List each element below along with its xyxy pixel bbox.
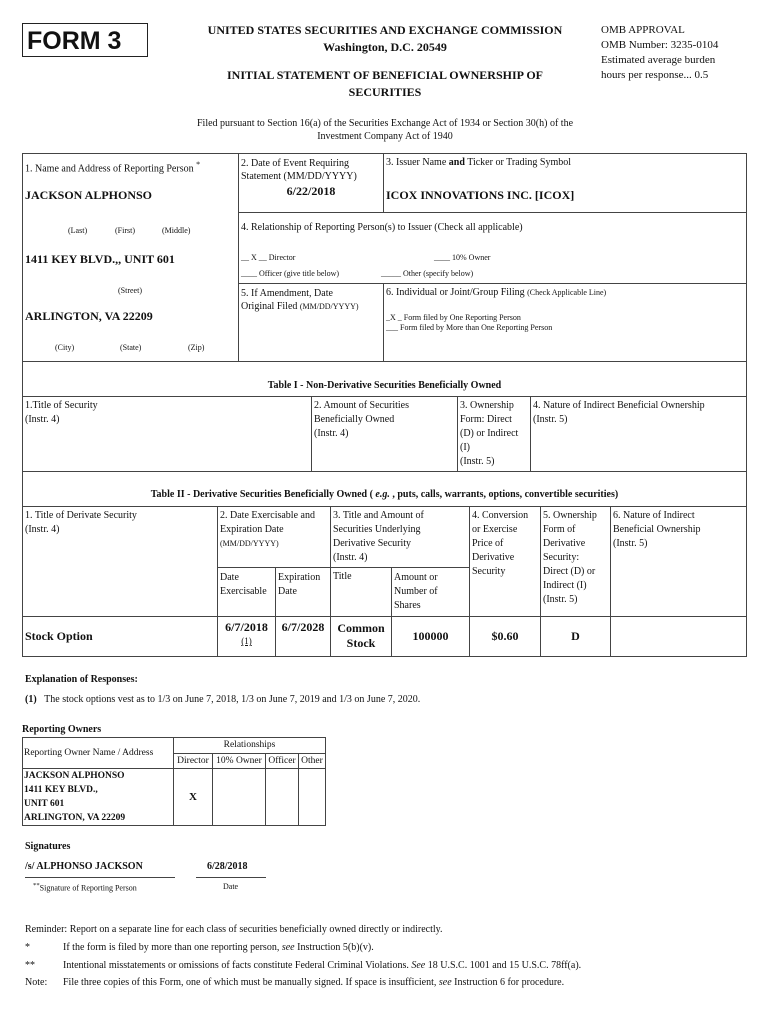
ownership-form: D <box>571 629 580 643</box>
date-label: Date <box>223 882 239 891</box>
t1-col3-a: 3. Ownership <box>460 400 514 411</box>
reporting-person-street: 1411 KEY BLVD.,, UNIT 601 <box>25 252 175 266</box>
box5-label-line1: 5. If Amendment, Date <box>241 288 333 299</box>
footnote-star-see: see <box>281 942 295 953</box>
ro-owner-cell <box>23 769 174 826</box>
statement-title-line2: SECURITIES <box>348 85 422 99</box>
filing-option-one: _X _ Form filed by One Reporting Person <box>386 313 521 322</box>
t2-col6-c: (Instr. 5) <box>613 538 648 549</box>
ro-director-header: Director <box>174 753 213 769</box>
reminder-text: Reminder: Report on a separate line for each class of securities beneficially owned directly or indirectly. <box>25 924 443 935</box>
footnote-double-star-see: See <box>411 960 426 971</box>
underlying-title-a: Common <box>337 621 385 635</box>
ro-owner-line1: JACKSON ALPHONSO <box>24 771 125 781</box>
ro-director-mark: X <box>174 769 213 826</box>
footnote-double-star-a: Intentional misstatements or omissions of facts constitute Federal Criminal Violations. <box>63 960 412 971</box>
t1-col1-a: 1.Title of Security <box>25 400 98 411</box>
box3-label-pre: 3. Issuer Name <box>386 157 449 168</box>
t2-col5-e: Direct (D) or <box>543 566 596 577</box>
t2-col3-header <box>333 509 424 565</box>
t2-col5-f: Indirect (I) <box>543 580 587 591</box>
t2-col3-sub2-a: Amount or <box>394 572 438 583</box>
t2-col2-c: (MM/DD/YYYY) <box>220 539 279 548</box>
t2-col6-a: 6. Nature of Indirect <box>613 510 695 521</box>
underlying-title <box>331 621 391 651</box>
t1-col2-a: 2. Amount of Securities <box>314 400 409 411</box>
table2-title-eg: e.g. <box>375 489 390 500</box>
table1-title: Table I - Non-Derivative Securities Beneficially Owned <box>267 380 502 391</box>
signature-mark: ** <box>33 882 40 889</box>
note-text-a: File three copies of this Form, one of which must be manually signed. If space is insufficient, <box>63 977 439 988</box>
explanation-note-1 <box>25 694 420 705</box>
box2-label-line2: Statement (MM/DD/YYYY) <box>241 171 357 182</box>
agency-name: UNITED STATES SECURITIES AND EXCHANGE COMMISSION <box>207 23 563 37</box>
footnote-double-star-text <box>63 960 581 971</box>
footnote-double-star-b: 18 U.S.C. 1001 and 15 U.S.C. 78ff(a). <box>425 960 582 971</box>
expiration-date: 6/7/2028 <box>281 620 325 634</box>
label-state: (State) <box>120 343 142 352</box>
t2-col4-b: or Exercise <box>472 524 518 535</box>
reporting-owners-table <box>22 737 326 826</box>
omb-line1: OMB APPROVAL <box>601 24 685 36</box>
derivative-title: Stock Option <box>25 629 93 643</box>
t2-col5-b: Form of <box>543 524 576 535</box>
t1-col4-a: 4. Nature of Indirect Beneficial Ownership <box>533 400 705 411</box>
filed-line2: Investment Company Act of 1940 <box>317 131 453 142</box>
box2-label-line1: 2. Date of Event Requiring <box>241 158 350 169</box>
underlying-amount: 100000 <box>412 629 449 643</box>
t1-col3-c: (D) or Indirect <box>460 428 519 439</box>
date-exercisable: 6/7/2018 <box>225 620 268 634</box>
t1-col2-header <box>314 399 409 441</box>
t2-col2-a: 2. Date Exercisable and <box>220 510 315 521</box>
footnote-star-b: Instruction 5(b)(v). <box>294 942 374 953</box>
signature-date: 6/28/2018 <box>207 861 248 872</box>
relationship-ten-pct: ____ 10% Owner <box>434 253 491 262</box>
t2-col3-b: Securities Underlying <box>333 524 421 535</box>
t2-col2-sub1-a: Date <box>220 572 239 583</box>
note-text-b: Instruction 6 for procedure. <box>451 977 565 988</box>
box6-label <box>386 287 606 298</box>
box5-label-line2b: (MM/DD/YYYY) <box>299 302 359 311</box>
agency-location: Washington, D.C. 20549 <box>323 40 447 54</box>
statement-title: INITIAL STATEMENT OF BENEFICIAL OWNERSHIP OF <box>227 68 543 82</box>
t2-col3-d: (Instr. 4) <box>333 552 368 563</box>
reporting-owners-heading: Reporting Owners <box>22 724 102 735</box>
label-last: (Last) <box>68 226 88 235</box>
note-text-see: see <box>438 977 452 988</box>
signatures-heading: Signatures <box>25 841 71 852</box>
box5-label <box>241 287 359 313</box>
footnote-1-link[interactable]: (1) <box>241 636 252 646</box>
t2-col4-header <box>472 509 528 579</box>
t2-col4-c: Price of <box>472 538 504 549</box>
label-first: (First) <box>115 226 135 235</box>
relationship-other: _____ Other (specify below) <box>381 269 474 278</box>
t2-col2-b: Expiration Date <box>220 524 284 535</box>
box1-label-text: 1. Name and Address of Reporting Person <box>25 163 194 175</box>
ro-name-header: Reporting Owner Name / Address <box>23 738 174 769</box>
label-city: (City) <box>55 343 75 352</box>
omb-hours-value: 0.5 <box>694 69 709 81</box>
t2-col5-c: Derivative <box>543 538 586 549</box>
t1-col4-header <box>533 399 705 427</box>
box1-label <box>25 160 200 174</box>
t2-col4-e: Security <box>472 566 506 577</box>
note-text <box>63 977 564 988</box>
t1-col1-header <box>25 399 98 427</box>
t1-col4-b: (Instr. 5) <box>533 414 568 425</box>
t2-col4-a: 4. Conversion <box>472 510 529 521</box>
box3-label <box>386 157 571 168</box>
ro-officer-cell <box>266 769 299 826</box>
relationship-director: __ X __ Director <box>241 253 296 262</box>
omb-number: OMB Number: 3235-0104 <box>601 39 719 51</box>
signature-label <box>33 882 137 893</box>
box5-label-line2a: Original Filed <box>241 301 300 312</box>
box3-label-and: and <box>448 157 465 168</box>
ro-ten-cell <box>213 769 266 826</box>
t2-col5-d: Security: <box>543 552 580 563</box>
explanation-note-num: (1) <box>25 694 37 705</box>
box6-label-a: 6. Individual or Joint/Group Filing <box>386 287 528 298</box>
t1-col1-b: (Instr. 4) <box>25 414 60 425</box>
box3-label-post: Ticker or Trading Symbol <box>464 157 572 168</box>
t2-col3-sub2 <box>394 571 438 613</box>
t1-col2-b: Beneficially Owned <box>314 414 395 425</box>
t2-col4-d: Derivative <box>472 552 515 563</box>
omb-approval <box>601 23 718 83</box>
footnote-star-a: If the form is filed by more than one reporting person, <box>63 942 282 953</box>
t2-col5-header <box>543 509 597 607</box>
filing-option-more: ___ Form filed by More than One Reporting Person <box>386 323 553 332</box>
label-street: (Street) <box>118 286 142 295</box>
t2-col1-b: (Instr. 4) <box>25 524 60 535</box>
omb-hours-line <box>601 68 718 83</box>
filed-pursuant <box>120 117 650 143</box>
note-label: Note: <box>25 977 48 988</box>
relationship-officer: ____ Officer (give title below) <box>241 269 340 278</box>
t2-col2-sub2 <box>278 571 320 599</box>
box2-label <box>241 157 357 183</box>
filed-line1: Filed pursuant to Section 16(a) of the Securities Exchange Act of 1934 or Section 30(h) of the <box>196 118 574 129</box>
t1-col3-header <box>460 399 518 469</box>
footnote-star-text <box>63 942 374 953</box>
issuer-name: ICOX INNOVATIONS INC. [ICOX] <box>386 188 575 202</box>
t2-col5-a: 5. Ownership <box>543 510 597 521</box>
box5-label-line2 <box>241 300 359 313</box>
ro-relationships-header: Relationships <box>174 738 326 754</box>
omb-burden: Estimated average burden <box>601 54 716 66</box>
t2-col3-sub1: Title <box>333 571 352 582</box>
ro-owner-line2: 1411 KEY BLVD., <box>24 785 98 795</box>
underlying-title-b: Stock <box>346 636 376 650</box>
t2-col6-b: Beneficial Ownership <box>613 524 701 535</box>
t2-col2-sub2-b: Date <box>278 586 297 597</box>
explanation-heading: Explanation of Responses: <box>25 674 138 685</box>
t2-col5-g: (Instr. 5) <box>543 594 578 605</box>
table2-title-pre: Table II - Derivative Securities Beneficially Owned ( <box>150 489 376 500</box>
t2-col2-sub1 <box>220 571 267 599</box>
t2-col1-header <box>25 509 137 537</box>
form-label: FORM 3 <box>22 23 148 57</box>
ro-other-cell <box>299 769 326 826</box>
event-date: 6/22/2018 <box>286 184 336 198</box>
label-zip: (Zip) <box>188 343 205 352</box>
table2-title-post: , puts, calls, warrants, options, convertible securities) <box>389 489 619 500</box>
box1-footnote-mark: * <box>196 160 201 169</box>
t2-col3-sub2-b: Number of <box>394 586 438 597</box>
t1-col2-c: (Instr. 4) <box>314 428 349 439</box>
box4-label: 4. Relationship of Reporting Person(s) to Issuer (Check all applicable) <box>241 222 523 233</box>
label-middle: (Middle) <box>162 226 191 235</box>
omb-hours-label: hours per response... <box>601 69 692 81</box>
t2-col6-header <box>613 509 700 551</box>
ro-owner-line3: UNIT 601 <box>24 799 65 809</box>
ro-officer-header: Officer <box>266 753 299 769</box>
t1-col3-d: (I) <box>460 442 470 453</box>
t2-col2-sub2-a: Expiration <box>278 572 321 583</box>
explanation-note-text: The stock options vest as to 1/3 on June 7, 2018, 1/3 on June 7, 2019 and 1/3 on June 7, 2020. <box>44 694 421 705</box>
reporting-person-city: ARLINGTON, VA 22209 <box>25 309 153 323</box>
reporting-person-name: JACKSON ALPHONSO <box>25 188 153 202</box>
t2-col2-header <box>220 509 315 551</box>
signature-label-text: Signature of Reporting Person <box>39 883 137 893</box>
signer-name: /s/ ALPHONSO JACKSON <box>25 861 143 872</box>
t2-col3-sub2-c: Shares <box>394 600 421 611</box>
footnote-double-star-mark: ** <box>25 960 35 971</box>
ro-owner-line4: ARLINGTON, VA 22209 <box>24 813 126 823</box>
t2-col3-a: 3. Title and Amount of <box>333 510 424 521</box>
t2-col2-sub1-b: Exercisable <box>220 586 267 597</box>
t2-col1-a: 1. Title of Derivate Security <box>25 510 137 521</box>
t2-col3-c: Derivative Security <box>333 538 412 549</box>
footnote-star-mark: * <box>25 942 30 953</box>
box6-label-b: (Check Applicable Line) <box>527 288 607 297</box>
ro-ten-header: 10% Owner <box>213 753 266 769</box>
ro-other-header: Other <box>299 753 326 769</box>
table2-title <box>22 489 747 500</box>
t1-col3-b: Form: Direct <box>460 414 512 425</box>
t1-col3-e: (Instr. 5) <box>460 456 495 467</box>
exercise-price: $0.60 <box>491 629 519 643</box>
